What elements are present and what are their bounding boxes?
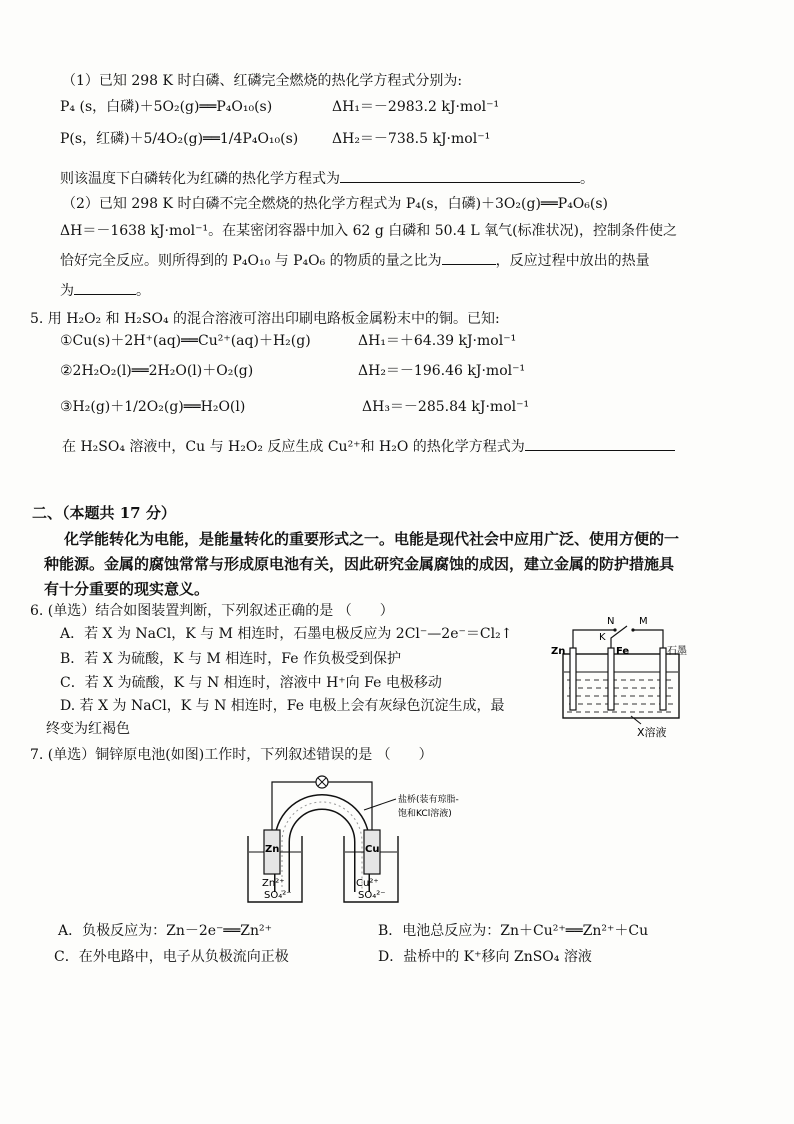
q7-stem: 7. (单选）铜锌原电池(如图)工作时，下列叙述错误的是 （ ） xyxy=(30,747,433,763)
q5-answer-blank[interactable] xyxy=(525,436,675,451)
q5-question-text: 在 H₂SO₄ 溶液中，Cu 与 H₂O₂ 反应生成 Cu²⁺和 H₂O 的热化学方程式为 xyxy=(62,439,525,455)
q5-equation-2: ②2H₂O₂(l)══2H₂O(l)＋O₂(g) xyxy=(60,363,254,379)
q6-option-c[interactable]: C．若 X 为硫酸，K 与 N 相连时，溶液中 H⁺向 Fe 电极移动 xyxy=(60,675,442,691)
q7-option-b[interactable]: B．电池总反应为：Zn＋Cu²⁺══Zn²⁺＋Cu xyxy=(378,923,649,939)
q4-part1-answer-blank[interactable] xyxy=(340,168,580,183)
q4-part1-end: 。 xyxy=(580,171,594,187)
q4-part2-text-a: 恰好完全反应。则所得到的 P₄O₁₀ 与 P₄O₆ 的物质的量之比为 xyxy=(60,253,442,269)
q4-part2-text-c: 为 xyxy=(60,283,74,299)
q6-stem: 6. (单选）结合如图装置判断，下列叙述正确的是 （ ） xyxy=(30,603,394,619)
q7-fig-bridge-label-1: 盐桥(装有琼脂- xyxy=(398,795,459,805)
q4-part2-text-b: ，反应过程中放出的热量 xyxy=(495,253,650,269)
q5-question xyxy=(62,436,675,456)
q6-option-d[interactable]: D. 若 X 为 NaCl，K 与 N 相连时，Fe 电极上会有灰绿色沉淀生成，最 xyxy=(60,698,505,714)
q4-part1-intro: （1）已知 298 K 时白磷、红磷完全燃烧的热化学方程式分别为: xyxy=(62,73,463,89)
q4-part2-text-d: 。 xyxy=(136,283,150,299)
q7-option-d[interactable]: D．盐桥中的 K⁺移向 ZnSO₄ 溶液 xyxy=(378,949,592,965)
q7-fig-zn-ion-label: Zn²⁺ xyxy=(262,878,285,889)
q6-option-b[interactable]: B．若 X 为硫酸，K 与 M 相连时，Fe 作负极受到保护 xyxy=(60,651,401,667)
q6-fig-fe-label: Fe xyxy=(616,646,630,657)
q6-fig-graphite-label: 石墨 xyxy=(667,646,687,657)
q4-delta-h1: ΔH₁＝－2983.2 kJ·mol⁻¹ xyxy=(332,99,500,115)
q7-option-c[interactable]: C．在外电路中，电子从负极流向正极 xyxy=(54,949,289,965)
q4-ratio-answer-blank[interactable] xyxy=(442,250,496,265)
section-2-para-line2: 种能源。金属的腐蚀常常与形成原电池有关，因此研究金属腐蚀的成因，建立金属的防护措施具 xyxy=(44,555,675,573)
q7-fig-cu-ion-label: Cu²⁺ xyxy=(356,878,379,889)
q7-fig-cu-label: Cu xyxy=(365,844,380,855)
q4-part2-line2: ΔH＝－1638 kJ·mol⁻¹。在某密闭容器中加入 62 g 白磷和 50.4 L 氧气(标准状况)，控制条件使之 xyxy=(60,223,677,239)
q4-equation-red-phosphorus: P(s，红磷)＋5/4O₂(g)══1/4P₄O₁₀(s) xyxy=(60,131,299,147)
q5-delta-h1: ΔH₁＝＋64.39 kJ·mol⁻¹ xyxy=(358,333,517,349)
q7-option-a[interactable]: A．负极反应为：Zn－2e⁻══Zn²⁺ xyxy=(58,923,273,939)
q6-apparatus-figure xyxy=(545,612,693,742)
q6-fig-zn-label: Zn xyxy=(551,646,566,657)
q6-option-d-continued: 终变为红褐色 xyxy=(46,721,130,737)
q4-part2-line3 xyxy=(60,250,650,270)
q5-equation-1: ①Cu(s)＋2H⁺(aq)══Cu²⁺(aq)＋H₂(g) xyxy=(60,333,311,349)
q4-part2-line1: （2）已知 298 K 时白磷不完全燃烧的热化学方程式为 P₄(s，白磷)＋3O₂(g)══P₄O₆(s) xyxy=(62,196,608,212)
section-2-para-line3: 有十分重要的现实意义。 xyxy=(44,580,210,598)
q4-part1-text: 则该温度下白磷转化为红磷的热化学方程式为 xyxy=(60,171,340,187)
section-2-title: 二、（本题共 17 分） xyxy=(32,504,176,522)
q5-delta-h2: ΔH₂＝－196.46 kJ·mol⁻¹ xyxy=(358,363,526,379)
q6-fig-k-label: K xyxy=(599,632,606,643)
q5-delta-h3: ΔH₃＝－285.84 kJ·mol⁻¹ xyxy=(362,399,530,415)
q7-fig-bulb-label: 灯泡 xyxy=(312,796,332,807)
q7-galvanic-cell-figure xyxy=(236,772,492,910)
q5-intro: 5. 用 H₂O₂ 和 H₂SO₄ 的混合溶液可溶出印刷电路板金属粉末中的铜。已知: xyxy=(30,311,500,327)
q6-fig-solution-label: X溶液 xyxy=(637,726,667,739)
q7-fig-zn-label: Zn xyxy=(265,844,280,855)
q4-equation-white-phosphorus: P₄ (s，白磷)＋5O₂(g)══P₄O₁₀(s) xyxy=(60,99,273,115)
q4-heat-answer-blank[interactable] xyxy=(74,280,136,295)
q7-fig-so4-right-label: SO₄²⁻ xyxy=(358,890,386,901)
q7-fig-so4-left-label: SO₄²⁻ xyxy=(264,890,292,901)
q6-fig-m-label: M xyxy=(639,616,648,627)
q4-part2-line4 xyxy=(60,280,150,300)
q4-part1-question xyxy=(60,168,594,188)
q5-equation-3: ③H₂(g)＋1/2O₂(g)══H₂O(l) xyxy=(60,399,246,415)
q4-delta-h2: ΔH₂＝－738.5 kJ·mol⁻¹ xyxy=(332,131,491,147)
section-2-para-line1: 化学能转化为电能，是能量转化的重要形式之一。电能是现代社会中应用广泛、使用方便的一 xyxy=(64,530,680,548)
q6-option-a[interactable]: A．若 X 为 NaCl，K 与 M 相连时，石墨电极反应为 2Cl⁻—2e⁻＝Cl₂↑ xyxy=(60,626,513,642)
q7-fig-bridge-label-2: 饱和KCl溶液) xyxy=(398,809,452,819)
q6-fig-n-label: N xyxy=(607,616,615,627)
